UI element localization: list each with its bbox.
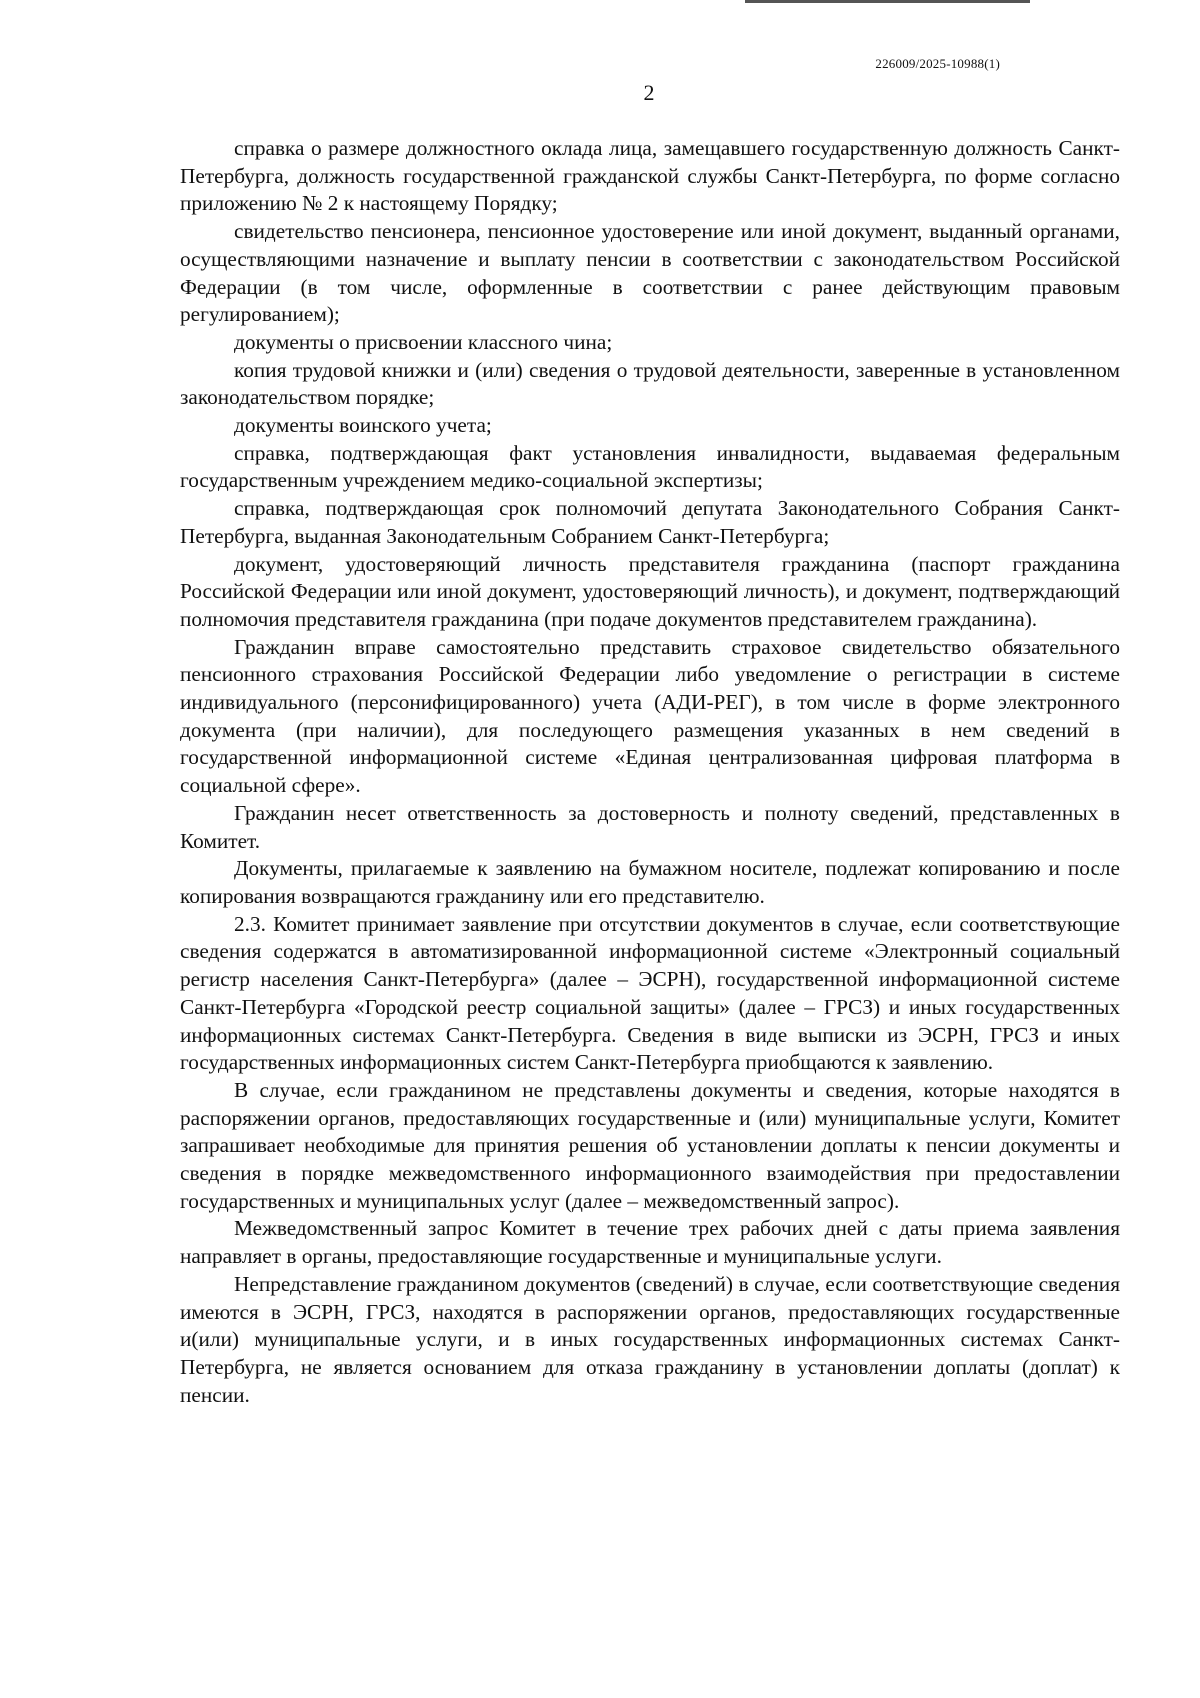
paragraph-insurance-certificate: Гражданин вправе самостоятельно представить страховое свидетельство обязательного пенсионного страхования Российской Федерации либо уведомление о регистрации в системе индивидуального (персонифицированного) учета (АДИ-РЕГ), в том числе в форме электронного документа (при наличии), для последующего размещения указанных в нем сведений в государственной информационной системе «Единая централизованная цифровая платформа в социальной сфере». [180,634,1120,798]
document-body [180,135,1120,1409]
paragraph-employment-record: копия трудовой книжки и (или) сведения о трудовой деятельности, заверенные в установленном законодательством порядке; [180,357,1120,410]
paragraph-pensioner-certificate: свидетельство пенсионера, пенсионное удостоверение или иной документ, выданный органами, осуществляющими назначение и выплату пенсии в соответствии с законодательством Российской Федерации (в том числе, оформленные в соответствии с ранее действующим правовым регулированием); [180,219,1120,327]
paragraph-deputy-term-certificate: справка, подтверждающая срок полномочий депутата Законодательного Собрания Санкт-Петербурга, выданная Законодательным Собранием Санкт-Петербурга; [180,496,1120,548]
paragraph-citizen-responsibility: Гражданин несет ответственность за достоверность и полноту сведений, представленных в Комитет. [180,800,1120,853]
paragraph-non-submission: Непредставление гражданином документов (сведений) в случае, если соответствующие сведения имеются в ЭСРН, ГРСЗ, находятся в распоряжении органов, предоставляющих государственные и(или) муниципальные услуги, и в иных государственных информационных системах Санкт-Петербурга, не является основанием для отказа гражданину в установлении доплаты (доплат) к пенсии. [180,1271,1120,1407]
paragraph-disability-certificate: справка, подтверждающая факт установления инвалидности, выдаваемая федеральным государственным учреждением медико-социальной экспертизы; [180,440,1120,493]
paragraph-section-2-3: 2.3. Комитет принимает заявление при отсутствии документов в случае, если соответствующие сведения содержатся в автоматизированной информационной системе «Электронный социальный регистр населения Санкт-Петербурга» (далее – ЭСРН), государственной информационной системе Санкт-Петербурга «Городской реестр социальной защиты» (далее – ГРСЗ) и иных государственных информационных системах Санкт-Петербурга. Сведения в виде выписки из ЭСРН, ГРСЗ и иных государственных информационных систем Санкт-Петербурга приобщаются к заявлению. [180,911,1120,1075]
paragraph-salary-certificate: справка о размере должностного оклада лица, замещавшего государственную должность Санкт-Петербурга, должность государственной гражданской службы Санкт-Петербурга, по форме согласно приложению № 2 к настоящему Порядку; [180,136,1120,216]
paragraph-document-copying: Документы, прилагаемые к заявлению на бумажном носителе, подлежат копированию и после копирования возвращаются гражданину или его представителю. [180,856,1120,908]
paragraph-request-deadline: Межведомственный запрос Комитет в течение трех рабочих дней с даты приема заявления направляет в органы, предоставляющие государственные и муниципальные услуги. [180,1216,1120,1269]
paragraph-representative-identity: документ, удостоверяющий личность представителя гражданина (паспорт гражданина Российской Федерации или иной документ, удостоверяющий личность), и документ, подтверждающий полномочия представителя гражданина (при подаче документов представителем гражданина). [180,551,1120,631]
paragraph-class-rank-documents: документы о присвоении классного чина; [234,329,613,354]
scan-artifact-line [745,0,1030,3]
paragraph-military-records: документы воинского учета; [234,413,492,438]
document-registration-number: 226009/2025-10988(1) [875,56,1000,71]
paragraph-interagency-request: В случае, если гражданином не представлены документы и сведения, которые находятся в распоряжении органов, предоставляющих государственные и (или) муниципальные услуги, Комитет запрашивает необходимые для принятия решения об установлении доплаты к пенсии документы и сведения в порядке межведомственного информационного взаимодействия при предоставлении государственных и муниципальных услуг (далее – межведомственный запрос). [180,1077,1120,1213]
page-number: 2 [643,80,655,105]
